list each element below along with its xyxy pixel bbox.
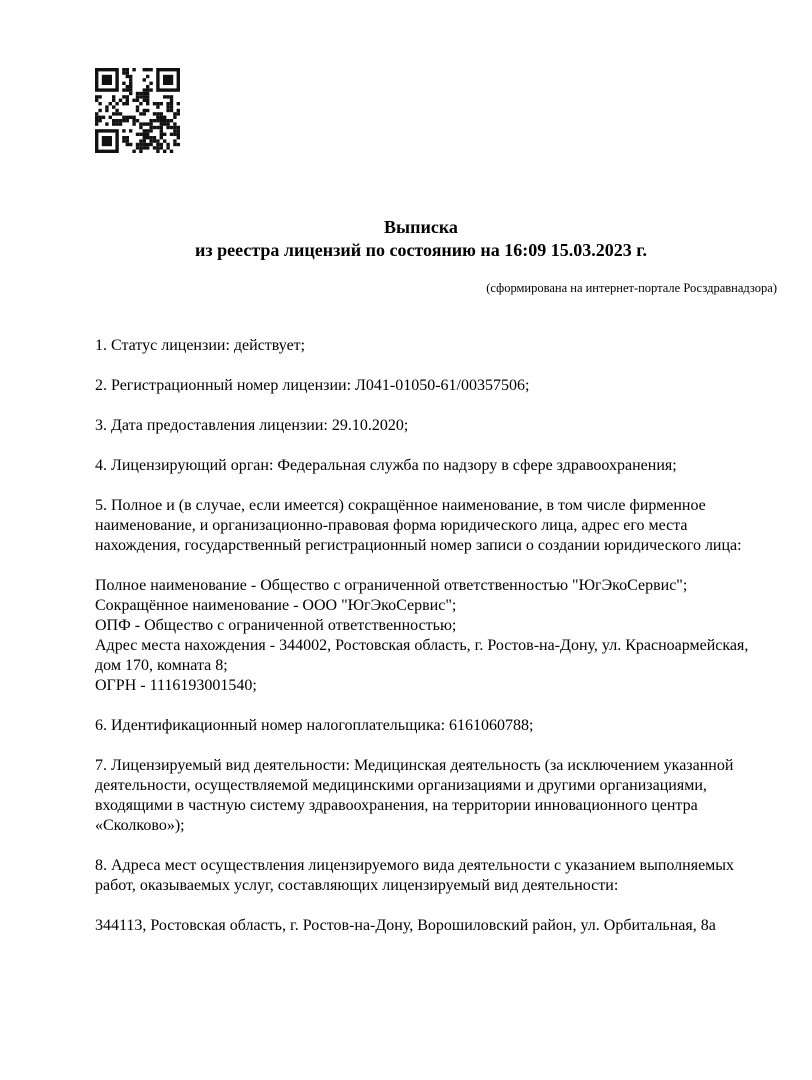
- item-legal-entity-heading: 5. Полное и (в случае, если имеется) сокращённое наименование, в том числе фирменное наименование, и организационно-правовая форма юридического лица, адрес его места нахождения, государственный регистрационный номер записи о создании юридического лица:: [95, 497, 742, 554]
- item-licensed-activity: 7. Лицензируемый вид деятельности: Медицинская деятельность (за исключением указанной деятельности, осуществляемой медицинскими организациями и другими организациями, входящими в частную систему здравоохранения, на территории инновационного центра «Сколково»);: [95, 757, 734, 834]
- company-details: [95, 576, 750, 696]
- qr-code-icon: [95, 68, 180, 153]
- activity-address-line: 344113, Ростовская область, г. Ростов-на-Дону, Ворошиловский район, ул. Орбитальная, 8а: [95, 917, 716, 934]
- title-line-1: Выписка: [384, 217, 458, 237]
- document-body: [95, 336, 750, 956]
- company-legal-form: ОПФ - Общество с ограниченной ответственностью;: [95, 617, 457, 634]
- item-license-status: 1. Статус лицензии: действует;: [95, 337, 306, 354]
- company-full-name: Полное наименование - Общество с ограниченной ответственностью "ЮгЭкоСервис";: [95, 577, 688, 594]
- item-grant-date: 3. Дата предоставления лицензии: 29.10.2020;: [95, 417, 409, 434]
- item-registration-number: 2. Регистрационный номер лицензии: Л041-01050-61/00357506;: [95, 377, 530, 394]
- item-inn: 6. Идентификационный номер налогоплательщика: 6161060788;: [95, 717, 534, 734]
- title-line-2: из реестра лицензий по состоянию на 16:09 15.03.2023 г.: [195, 240, 647, 260]
- item-licensing-authority: 4. Лицензирующий орган: Федеральная служба по надзору в сфере здравоохранения;: [95, 457, 677, 474]
- company-address: Адрес места нахождения - 344002, Ростовская область, г. Ростов-на-Дону, ул. Красноармейская, дом 170, комната 8;: [95, 637, 749, 674]
- company-short-name: Сокращённое наименование - ООО "ЮгЭкоСервис";: [95, 597, 457, 614]
- item-activity-addresses-heading: 8. Адреса мест осуществления лицензируемого вида деятельности с указанием выполняемых работ, оказываемых услуг, составляющих лицензируемый вид деятельности:: [95, 857, 735, 894]
- document-subtitle: (сформирована на интернет-портале Росздравнадзора): [486, 281, 777, 295]
- document-title: [95, 216, 747, 262]
- company-ogrn: ОГРН - 1116193001540;: [95, 677, 257, 694]
